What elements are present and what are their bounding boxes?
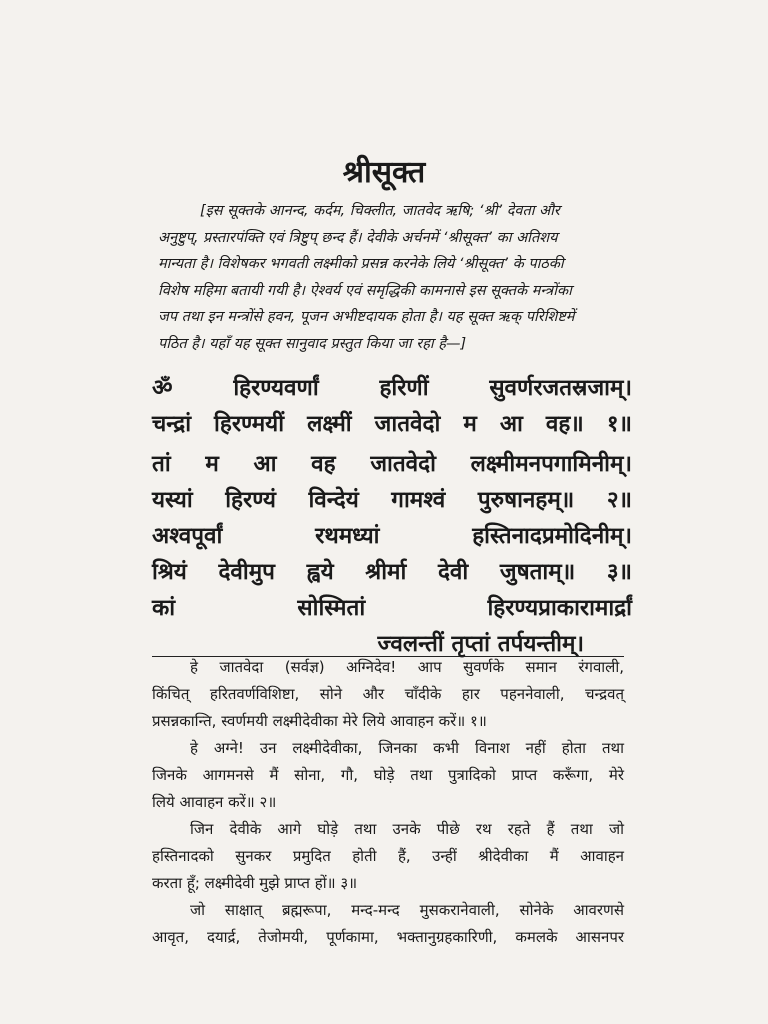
translation-line: किंचित् हरितवर्णविशिष्टा, सोने और चाँदीके हार पहननेवाली, चन्द्रवत् [152,685,624,703]
verse-line: अश्वपूर्वां रथमध्यां हस्तिनादप्रमोदिनीम्। [152,523,632,549]
intro-line: जप तथा इन मन्त्रोंसे हवन, पूजन अभीष्टदायक होता है। यह सूक्त ऋक् परिशिष्टमें [158,309,575,325]
verses-block [152,370,632,662]
translation-line: हस्तिनादको सुनकर प्रमुदित होती हैं, उन्हीं श्रीदेवीका मैं आवाहन [152,847,624,865]
translation-line: करता हूँ; लक्ष्मीदेवी मुझे प्राप्त हों॥ ३॥ [152,874,358,892]
intro-line: मान्यता है। विशेषकर भगवती लक्ष्मीको प्रसन्न करनेके लिये ‘श्रीसूक्त’ के पाठकी [158,256,564,272]
intro-line: विशेष महिमा बतायी गयी है। ऐश्वर्य एवं समृद्धिकी कामनासे इस सूक्तके मन्त्रोंका [158,282,572,299]
intro-line: पठित है। यहाँ यह सूक्त सानुवाद प्रस्तुत किया जा रहा है—] [158,335,467,352]
intro-line: अनुष्टुप्, प्रस्तारपंक्ति एवं त्रिष्टुप् छन्द हैं। देवीके अर्चनमें ‘श्रीसूक्त’ का अतिशय [158,229,558,246]
translation-line: लिये आवाहन करें॥ २॥ [152,793,277,811]
translation-line: आवृत, दयार्द्र, तेजोमयी, पूर्णकामा, भक्तानुग्रहकारिणी, कमलके आसनपर [152,928,624,946]
verse-line: ज्वलन्तीं तृप्तां तर्पयन्तीम्। [377,631,584,657]
verse-line: तां म आ वह जातवेदो लक्ष्मीमनपगामिनीम्। [152,451,632,477]
translation-block [152,654,624,951]
verse-line: श्रियं देवीमुप ह्वये श्रीर्मा देवी जुषताम्॥ ३॥ [152,559,632,585]
verse-line: यस्यां हिरण्यं विन्देयं गामश्वं पुरुषानहम्॥ २॥ [152,487,632,513]
translation-line: जिनके आगमनसे मैं सोना, गौ, घोड़े तथा पुत्रादिको प्राप्त करूँगा, मेरे [152,766,624,784]
verse-line: कां सोस्मितां हिरण्यप्राकारामार्द्रां [152,595,632,621]
translation-line: जिन देवीके आगे घोड़े तथा उनके पीछे रथ रहते हैं तथा जो [190,820,624,838]
verse-line: ॐ हिरण्यवर्णां हरिणीं सुवर्णरजतस्रजाम्। [152,375,632,401]
translation-line: हे जातवेदा (सर्वज्ञ) अग्निदेव! आप सुवर्णके समान रंगवाली, [190,658,624,676]
intro-paragraph [158,198,628,357]
page-title: श्रीसूक्त [342,155,426,190]
translation-line: प्रसन्नकान्ति, स्वर्णमयी लक्ष्मीदेवीका मेरे लिये आवाहन करें॥ १॥ [152,712,487,730]
intro-line: [इस सूक्तके आनन्द, कर्दम, चिक्लीत, जातवेद ऋषि; ‘श्री’ देवता और [200,203,560,219]
translation-line: जो साक्षात् ब्रह्मरूपा, मन्द-मन्द मुसकरानेवाली, सोनेके आवरणसे [190,901,624,919]
verse-line: चन्द्रां हिरण्मयीं लक्ष्मीं जातवेदो म आ वह॥ १॥ [152,411,632,437]
translation-line: हे अग्ने! उन लक्ष्मीदेवीका, जिनका कभी विनाश नहीं होता तथा [190,739,624,757]
